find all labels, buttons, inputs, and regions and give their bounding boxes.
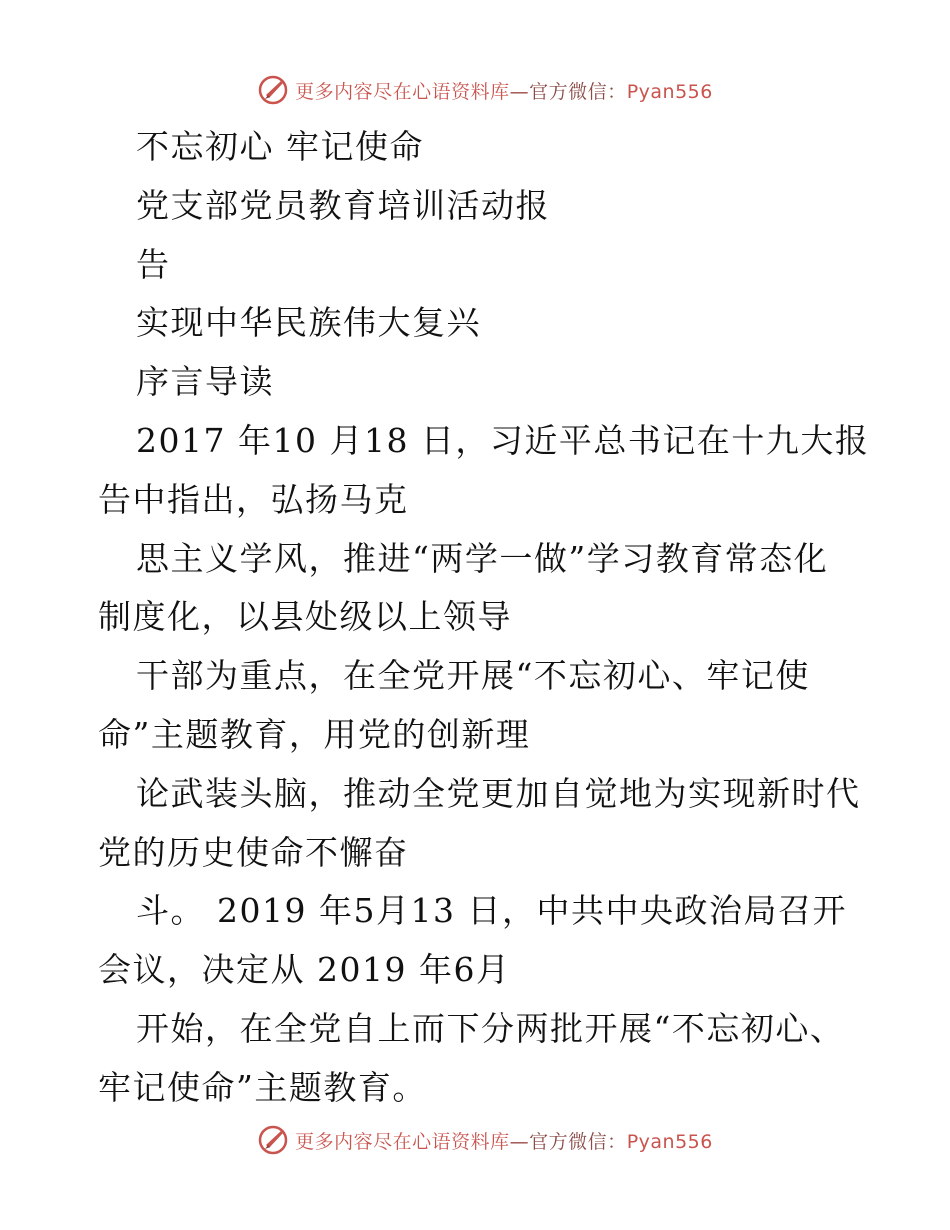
banner-text <box>295 77 713 104</box>
banner-official-label: 官方微信： <box>529 80 627 103</box>
banner-main-text: 更多内容尽在心语资料库 <box>295 1130 510 1153</box>
banner-wechat-id: Pyan556 <box>626 80 713 103</box>
paragraph-line: 斗。 2019 年5月13 日，中共中央政治局召开 <box>136 891 847 931</box>
footer-banner <box>0 1122 950 1158</box>
banner-text <box>295 1127 713 1154</box>
banner-dash: — <box>509 80 530 103</box>
banner-main-text: 更多内容尽在心语资料库 <box>295 80 510 103</box>
paragraph-line: 告中指出，弘扬马克 <box>98 479 409 519</box>
doc-title-line-2: 党支部党员教育培训活动报 <box>136 185 550 225</box>
document-body <box>98 118 870 1118</box>
quill-logo-icon <box>257 1123 291 1157</box>
paragraph-line: 党的历史使命不懈奋 <box>98 832 409 872</box>
banner-wechat-id: Pyan556 <box>626 1130 713 1153</box>
paragraph-line: 干部为重点，在全党开展“不忘初心、牢记使 <box>136 656 810 696</box>
paragraph-line: 思主义学风，推进“两学一做”学习教育常态化 <box>136 538 829 578</box>
doc-title-line-1: 不忘初心 牢记使命 <box>136 127 424 166</box>
paragraph-line: 制度化，以县处级以上领导 <box>98 597 512 637</box>
footer-banner-content <box>257 1123 713 1157</box>
paragraph-line: 论武装头脑，推动全党更加自觉地为实现新时代 <box>136 773 861 813</box>
banner-official-label: 官方微信： <box>529 1130 627 1153</box>
header-banner-content <box>257 73 713 107</box>
doc-title-line-3: 告 <box>136 244 171 284</box>
banner-dash: — <box>509 1130 530 1153</box>
paragraph-line: 牢记使命”主题教育。 <box>98 1067 427 1107</box>
paragraph-line: 开始，在全党自上而下分两批开展“不忘初心、 <box>136 1008 845 1048</box>
doc-subtitle: 实现中华民族伟大复兴 <box>136 303 481 343</box>
paragraph-line: 2017 年10 月18 日，习近平总书记在十九大报 <box>136 420 870 460</box>
paragraph-line: 会议，决定从 2019 年6月 <box>98 950 511 990</box>
paragraph-line: 命”主题教育，用党的创新理 <box>98 714 531 754</box>
header-banner <box>0 72 950 108</box>
quill-logo-icon <box>257 73 291 107</box>
doc-section-heading: 序言导读 <box>136 362 274 402</box>
